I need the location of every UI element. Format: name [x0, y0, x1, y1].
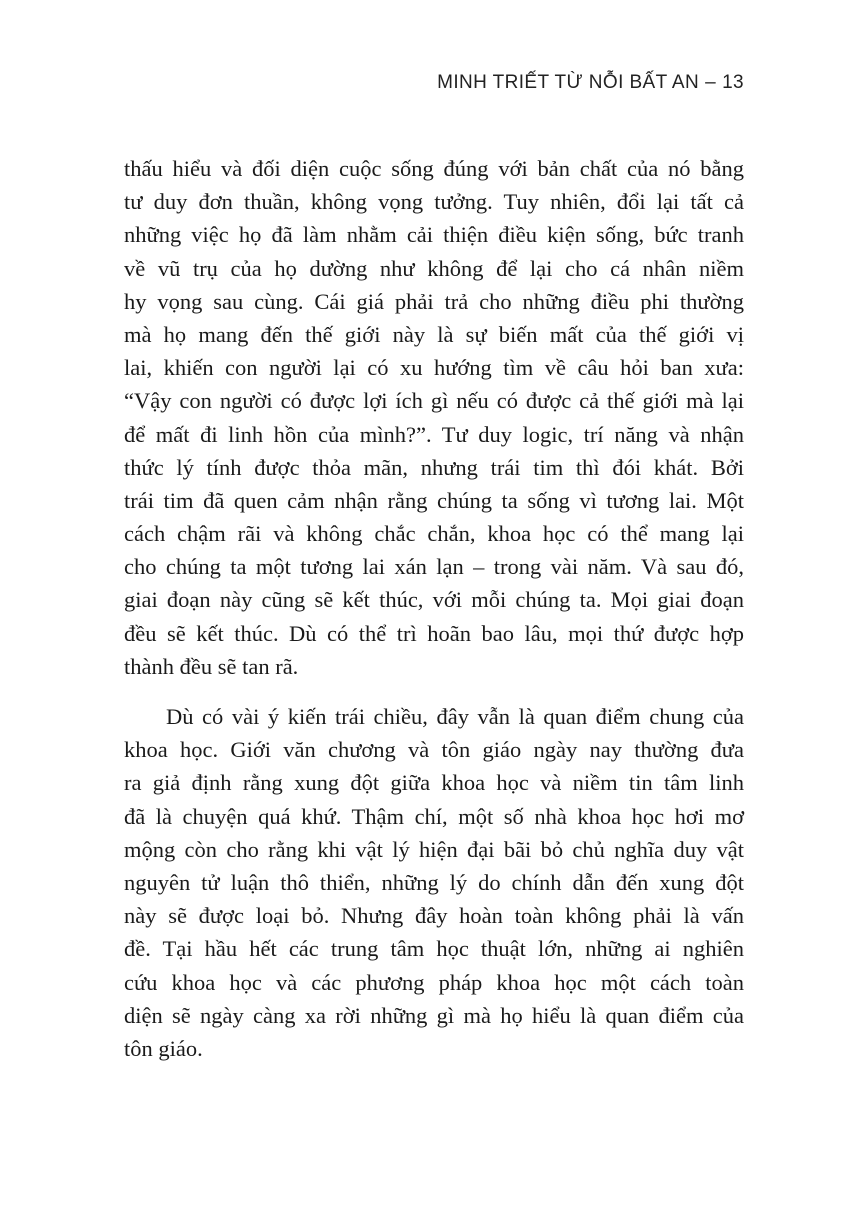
text-line: lai, khiến con người lại có xu hướng tìm về câu hỏi ban xưa:	[124, 355, 744, 381]
text-line: đề. Tại hầu hết các trung tâm học thuật lớn, những ai nghiên	[124, 936, 744, 962]
text-line: ra giả định rằng xung đột giữa khoa học và niềm tin tâm linh	[124, 770, 744, 796]
text-line: cho chúng ta một tương lai xán lạn – trong vài năm. Và sau đó,	[124, 554, 744, 580]
page-number: 13	[722, 72, 744, 93]
book-title: MINH TRIẾT TỪ NỖI BẤT AN	[437, 72, 700, 93]
text-line: tư duy đơn thuần, không vọng tưởng. Tuy nhiên, đổi lại tất cả	[124, 189, 744, 215]
paragraph-spacer	[124, 683, 744, 700]
text-line: Dù có vài ý kiến trái chiều, đây vẫn là quan điểm chung của	[166, 704, 744, 729]
text-line: giai đoạn này cũng sẽ kết thúc, với mỗi chúng ta. Mọi giai đoạn	[124, 587, 744, 613]
text-line: diện sẽ ngày càng xa rời những gì mà họ hiểu là quan điểm của	[124, 1002, 744, 1028]
text-line: trái tim đã quen cảm nhận rằng chúng ta sống vì tương lai. Một	[124, 487, 744, 513]
text-line: “Vậy con người có được lợi ích gì nếu có được cả thế giới mà lại	[124, 388, 744, 414]
text-line: nguyên tử luận thô thiển, những lý do chính dẫn đến xung đột	[124, 869, 744, 895]
text-line: hy vọng sau cùng. Cái giá phải trả cho những điều phi thường	[124, 288, 744, 314]
text-line: này sẽ được loại bỏ. Nhưng đây hoàn toàn không phải là vấn	[124, 903, 744, 929]
text-line: thấu hiểu và đối diện cuộc sống đúng với bản chất của nó bằng	[124, 156, 744, 181]
text-line: mộng còn cho rằng khi vật lý hiện đại bãi bỏ chủ nghĩa duy vật	[124, 836, 744, 862]
text-line: đã là chuyện quá khứ. Thậm chí, một số nhà khoa học hơi mơ	[124, 803, 744, 829]
text-line: tôn giáo.	[124, 1035, 203, 1061]
text-line: để mất đi linh hồn của mình?”. Tư duy logic, trí năng và nhận	[124, 421, 744, 447]
header-separator: –	[705, 72, 717, 93]
text-line: khoa học. Giới văn chương và tôn giáo ngày nay thường đưa	[124, 737, 744, 763]
text-line: cách chậm rãi và không chắc chắn, khoa học có thể mang lại	[124, 521, 744, 547]
text-line: mà họ mang đến thế giới này là sự biến mất của thế giới vị	[124, 321, 744, 347]
paragraph-1	[124, 152, 744, 683]
text-line: thành đều sẽ tan rã.	[124, 653, 299, 679]
text-line: cứu khoa học và các phương pháp khoa học một cách toàn	[124, 969, 744, 995]
text-line: những việc họ đã làm nhằm cải thiện điều kiện sống, bức tranh	[124, 222, 744, 248]
text-line: đều sẽ kết thúc. Dù có thể trì hoãn bao lâu, mọi thứ được hợp	[124, 620, 744, 646]
text-line: thức lý tính được thỏa mãn, nhưng trái tim thì đói khát. Bởi	[124, 454, 744, 480]
text-line: về vũ trụ của họ dường như không để lại cho cá nhân niềm	[124, 255, 744, 281]
running-header	[437, 72, 744, 94]
body-text	[124, 152, 744, 1065]
paragraph-2	[124, 700, 744, 1065]
